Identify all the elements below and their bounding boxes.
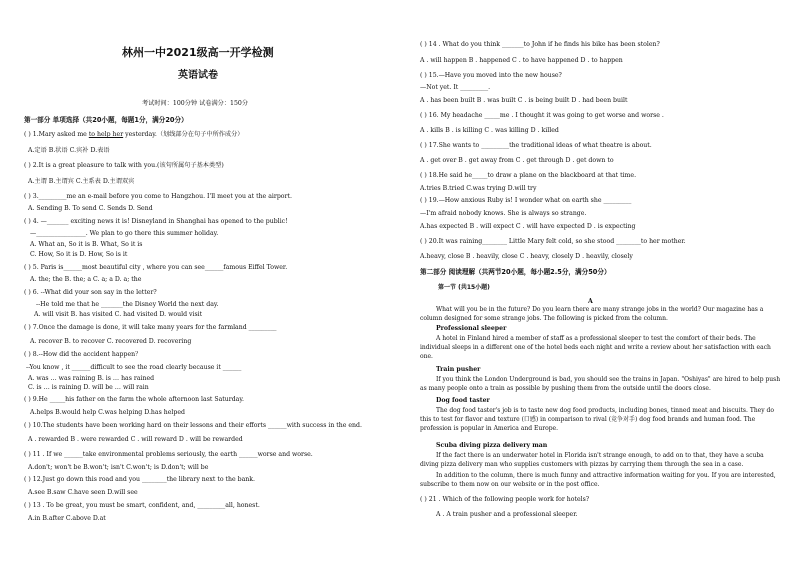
question-2: ( ) 2.It is a great pleasure to talk with you.(该句所属句子基本类型)	[24, 162, 224, 169]
q10-options: A . rewarded B . were rewarded C . will reward D . will be rewarded	[28, 436, 243, 443]
question-17: ( ) 17.She wants to _________the traditional ideas of what theatre is about.	[420, 142, 652, 149]
paragraph-scuba-pizza: If the fact there is an underwater hotel in Florida isn't strange enough, to add on to that, they have a scuba diving pizza delivery man who supplies customers with pizzas by carrying them through the sea in a case.	[420, 452, 764, 469]
q12-options: A.see B.saw C.have seen D.will see	[28, 489, 138, 496]
q16-options: A . kills B . is killing C . was killing D . killed	[420, 127, 559, 134]
q9-options: A.helps B.would help C.was helping D.has helped	[30, 409, 185, 416]
q4-options-2: C. How, So it is D. How, So is it	[30, 251, 128, 258]
question-9: ( ) 9.He _____his father on the farm the whole afternoon last Saturday.	[24, 396, 244, 403]
q19-options: A.has expected B . will expect C . will have expected D . is expecting	[420, 223, 636, 230]
q21-option-a: A . A train pusher and a professional sleeper.	[436, 511, 578, 518]
q17-options: A . get over B . get away from C . get through D . get down to	[420, 157, 614, 164]
q4-response: —________________. We plan to go there this summer holiday.	[30, 230, 219, 237]
exam-subtitle: 英语试卷	[178, 70, 218, 81]
question-1	[24, 131, 243, 139]
heading-dog-food-taster: Dog food taster	[436, 397, 490, 404]
q19-response: —I'm afraid nobody knows. She is always so strange.	[420, 210, 587, 217]
paragraph-sleeper: A hotel in Finland hired a member of staff as a professional sleeper to test the comfort of their beds. The individual sleeps in a different one of the hotel beds each night and write a review about her satisfaction with each one.	[420, 335, 771, 361]
q2-options: A.主谓 B.主谓宾 C.主系表 D.主谓双宾	[28, 178, 135, 185]
question-20: ( ) 20.It was raining________ Little Mary felt cold, so she stood ________to her mother.	[420, 238, 686, 245]
q7-options: A. recover B. to recover C. recovered D. recovering	[30, 338, 192, 345]
question-19: ( ) 19.—How anxious Ruby is! I wonder what on earth she _________	[420, 197, 632, 204]
question-11: ( ) 11 . If we ______take environmental problems seriously, the earth ______worse and worse.	[24, 451, 313, 458]
q15-options: A . has been built B . was built C . is being built D . had been built	[420, 97, 628, 104]
exam-title: 林州一中2021级高一开学检测	[122, 46, 274, 59]
question-6: ( ) 6. --What did your son say in the letter?	[24, 289, 157, 296]
q20-options: A.heavy, close B . heavily, close C . heavy, closely D . heavily, closely	[420, 253, 633, 260]
q1-text-end: yesterday.（划线部分在句子中所作成分）	[123, 131, 244, 138]
heading-professional-sleeper: Professional sleeper	[436, 325, 507, 332]
section-2-heading: 第二部分 阅读理解（共两节20小题，每小题2.5分，满分50分）	[420, 268, 611, 276]
exam-info: 考试时间：100分钟 试卷满分：150分	[142, 100, 249, 107]
q4-options-1: A. What an, So it is B. What, So it is	[30, 241, 143, 248]
section-1-heading: 第一部分 单项选择（共20小题，每题1分，满分20分）	[24, 116, 188, 124]
question-18: ( ) 18.He said he_____to draw a plane on the blackboard at that time.	[420, 172, 637, 179]
question-3: ( ) 3._________me an e-mail before you come to Hangzhou. I'll meet you at the airport.	[24, 193, 292, 200]
q1-text: ( ) 1.Mary asked me	[24, 131, 89, 138]
question-15: ( ) 15.—Have you moved into the new house?	[420, 72, 562, 79]
q13-options: A.in B.after C.above D.at	[28, 515, 106, 522]
q5-options: A. the; the B. the; a C. a; a D. a; the	[30, 276, 142, 283]
q15-response: —Not yet. It _________.	[420, 84, 491, 91]
passage-label: A	[588, 298, 593, 305]
q14-options: A . will happen B . happened C . to have happened D . to happen	[420, 57, 623, 64]
q1-options: A.定语 B.状语 C.宾补 D.表语	[28, 147, 110, 154]
q3-options: A. Sending B. To send C. Sends D. Send	[28, 205, 153, 212]
question-21: ( ) 21 . Which of the following people work for hotels?	[420, 496, 590, 503]
passage-intro: What will you be in the future? Do you learn there are many strange jobs in the world? Our magazine has a column designed for some strange jobs. The following is picked from the column.	[420, 306, 764, 323]
question-5: ( ) 5. Paris is______most beautiful city , where you can see______famous Eiffel Tower.	[24, 264, 288, 271]
question-10: ( ) 10.The students have been working hard on their lessons and their efforts ______with success in the end.	[24, 422, 362, 429]
question-13: ( ) 13 . To be great, you must be smart, confident, and, _________all, honest.	[24, 502, 260, 509]
heading-train-pusher: Train pusher	[436, 366, 481, 373]
paragraph-closing: In addition to the column, there is much funny and attractive information waiting for you. If you are interested, subscribe to them now on our website or in the post office.	[420, 472, 776, 489]
q1-underlined: to help her	[88, 131, 124, 138]
q8-response: --You know , it ______difficult to see the road clearly because it ______	[26, 364, 242, 371]
question-8: ( ) 8.--How did the accident happen？	[24, 351, 142, 358]
question-14: ( ) 14 . What do you think _______to John if he finds his bike has been stolen?	[420, 41, 660, 48]
paragraph-dog-food-taster: The dog food taster's job is to taste new dog food products, including bones, tinned meat and biscuits. They do this to test for flavor and texture (口感) in comparison to rival (竞争对手) dog food brands and human food. The profession is popular in America and Europe.	[420, 407, 774, 433]
heading-scuba-pizza: Scuba diving pizza delivery man	[436, 442, 548, 449]
question-16: ( ) 16. My headache _____me . I thought it was going to get worse and worse .	[420, 112, 664, 119]
question-12: ( ) 12.Just go down this road and you ________the library next to the bank.	[24, 476, 256, 483]
paragraph-train-pusher: If you think the London Underground is bad, you should see the trains in Japan. "Oshiyas" are hired to help push as many people onto a train as possible by pushing them from the outside until the doors close.	[420, 376, 781, 393]
question-7: ( ) 7.Once the damage is done, it will take many years for the farmland _________	[24, 324, 277, 331]
question-4: ( ) 4. —_______ exciting news it is! Disneyland in Shanghai has opened to the public!	[24, 218, 288, 225]
q6-response: --He told me that he _______the Disney World the next day.	[36, 301, 219, 308]
q8-options-2: C. is … is raining D. will be … will rain	[28, 384, 149, 391]
q18-options: A.tries B.tried C.was trying D.will try	[420, 185, 537, 192]
q8-options-1: A. was … was raining B. is … has rained	[28, 375, 155, 382]
section-2-part-1: 第一节 (共15小题)	[438, 284, 490, 291]
q6-options: A. will visit B. has visited C. had visited D. would visit	[34, 311, 203, 318]
q11-options: A.don't; won't be B.won't; isn't C.won't; is D.don't; will be	[28, 464, 209, 471]
